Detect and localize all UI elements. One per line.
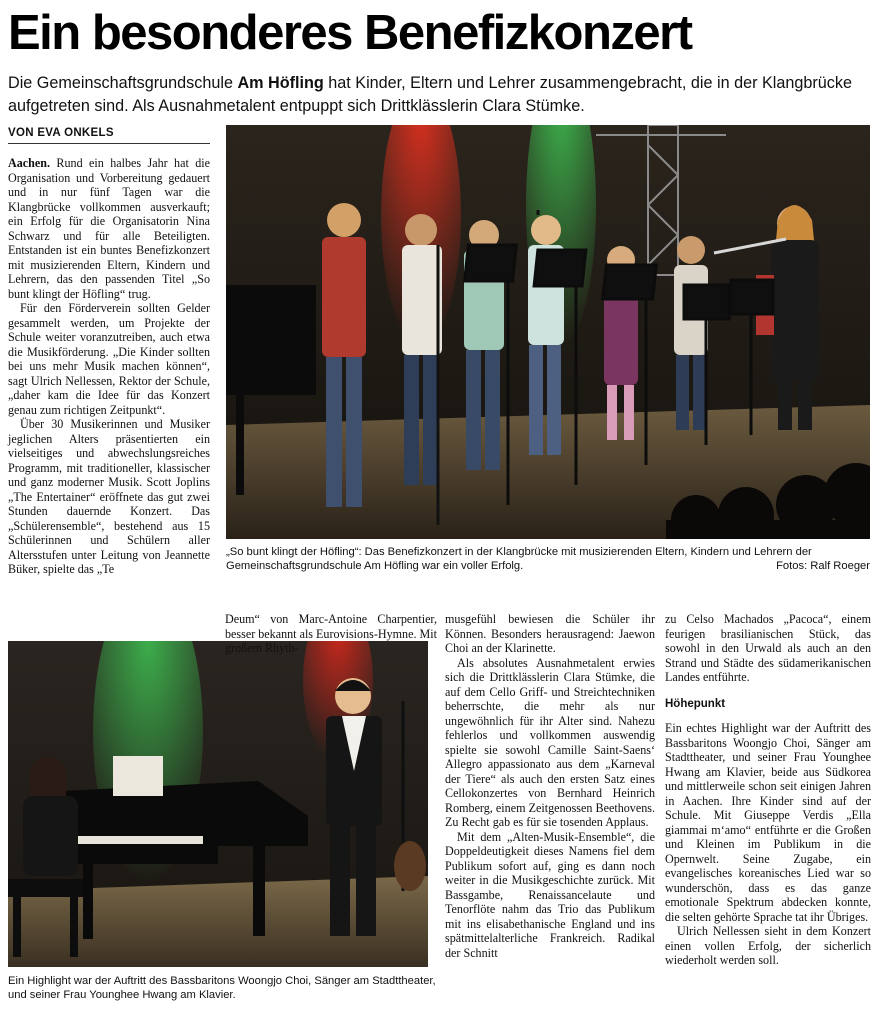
paragraph: Als absolutes Ausnahmetalent erwies sich die Drittklässlerin Clara Stümke, die auf dem Cello Griff- und Streichtechniken beherrschte, die mehr als nur ungewöhnlich für ihr Alter sind. Nahezu fehlerlos und vollkommen auswendig spielte sie sowohl Camille Saint-Saens‘ Allegro appassionato aus dem „Karneval der Tiere“ als auch den ersten Satz eines Cellokonzertes von Bernhard Heinrich Romberg, einem Zeitgenossen Beethovens. Zu Recht gab es für sie tosenden Applaus.: [445, 655, 655, 829]
article-column-1: [8, 156, 210, 577]
photo-children-ensemble: [226, 125, 870, 539]
photo1-caption: [226, 545, 870, 573]
photo-singer-pianist: [8, 641, 428, 967]
photo1-caption-text: „So bunt klingt der Höfling“: Das Benefizkonzert in der Klangbrücke mit musizierenden Eltern, Kindern und Lehrern der Gemeinschaftsgrundschule Am Höfling war ein voller Erfolg.: [226, 546, 812, 572]
article-column-4: [665, 612, 871, 968]
lead-school-name: Am Höfling: [237, 74, 324, 92]
dateline: Aachen.: [8, 156, 50, 170]
photo-credit: Fotos: Ralf Roeger: [776, 560, 870, 572]
paragraph: [8, 156, 210, 301]
paragraph: Über 30 Musikerinnen und Musiker jeglichen Alters präsentierten ein vielseitiges und abwechslungsreiches Programm, mit traditioneller, klassischer und ganz moderner Musik. Scott Joplins „The Entertainer“ eröffnete das gut zwei Stunden dauernde Konzert. Das „Schülerensemble“, bestehend aus 15 Schülerinnen und Schülern aller Altersstufen unter Leitung von Jeannette Büker, spielte das „Te: [8, 417, 210, 576]
paragraph: Ein echtes Highlight war der Auftritt des Bassbaritons Woongjo Choi, Sänger am Stadttheater, und seiner Frau Younghee Hwang am Klavier, beide aus Südkorea und mittlerweile schon seit einigen Jahren in Aachen. Ihre Kinder sind auf der Schule. Mit Giuseppe Verdis „Ella giammai m‘amo“ entführte er die Großen und Kleinen im Publikum in die Opernwelt. Seine Zugabe, ein evangelisches koreanisches Lied war so wunderschön, dass es das ganze emotionale Spektrum abdecken konnte, die selten gehörte Sprache tat ihr Übriges.: [665, 721, 871, 924]
photo2-caption: Ein Highlight war der Auftritt des Bassbaritons Woongjo Choi, Sänger am Stadttheater, und seiner Frau Younghee Hwang am Klavier.: [8, 975, 436, 1001]
paragraph: Für den Förderverein sollten Gelder gesammelt werden, um Projekte der Schule weiter voranzutreiben, auch etwa die Musikförderung. „Die Kinder sollten bei uns mehr Musik machen können“, sagt Ulrich Nellessen, Rektor der Schule, „daher kam die Idee für das Konzert genau zum richtigen Zeitpunkt“.: [8, 301, 210, 417]
article-column-3: [445, 612, 655, 960]
paragraph: Mit dem „Alten-Musik-Ensemble“, die Doppeldeutigkeit dieses Namens fiel dem Publikum sofort auf, ging es dann noch weiter in die Musikgeschichte zurück. Mit Bassgambe, Renaissancelaute und Tenorflöte nahm das Trio das Publikum mit ins elisabethanische England und ins spätmittelalterliche Frankreich. Radikal der Schnitt: [445, 829, 655, 960]
subheading: Höhepunkt: [665, 697, 726, 710]
stage-photo-1: [226, 125, 870, 539]
lead-text-start: Die Gemeinschaftsgrundschule: [8, 74, 238, 92]
lead-paragraph: [8, 72, 874, 118]
headline: Ein besonderes Benefizkonzert: [8, 6, 692, 60]
paragraph: musgefühl bewiesen die Schüler ihr Können. Besonders herausragend: Jaewon Choi an der Klarinette.: [445, 612, 655, 655]
paragraph: Deum“ von Marc-Antoine Charpentier, besser bekannt als Eurovisions-Hymne. Mit großem Rhyth-: [225, 612, 437, 655]
paragraph: Ulrich Nellessen sieht in dem Konzert einen vollen Erfolg, der sicherlich wiederholt werden soll.: [665, 924, 871, 967]
article-column-2: [225, 612, 437, 656]
paragraph: zu Celso Machados „Pacoca“, einem feurigen brasilianischen Stück, das sowohl in den Urwald als auch an den Strand und Städte des südamerikanischen Landes entführte.: [665, 612, 871, 684]
paragraph-text: Rund ein halbes Jahr hat die Organisation und Vorbereitung gedauert und in nur fünf Tagen war die Klangbrücke vollkommen ausverkauft; ein Erfolg für die Organisatorin Nina Schwarz und für alle Beteiligten. Entstanden ist ein buntes Benefizkonzert mit musizierenden Eltern, Kindern und Lehrern, das den passenden Titel „So bunt klingt der Höfling“ trug.: [8, 156, 210, 301]
byline: VON EVA ONKELS: [8, 127, 210, 144]
stage-photo-2: [8, 641, 428, 967]
lead-text-end: hat Kinder, Eltern und Lehrer zusammengebracht, die in der Klangbrücke aufgetreten sind. Als Ausnahmetalent entpuppt sich Drittklässlerin Clara Stümke.: [8, 74, 852, 115]
